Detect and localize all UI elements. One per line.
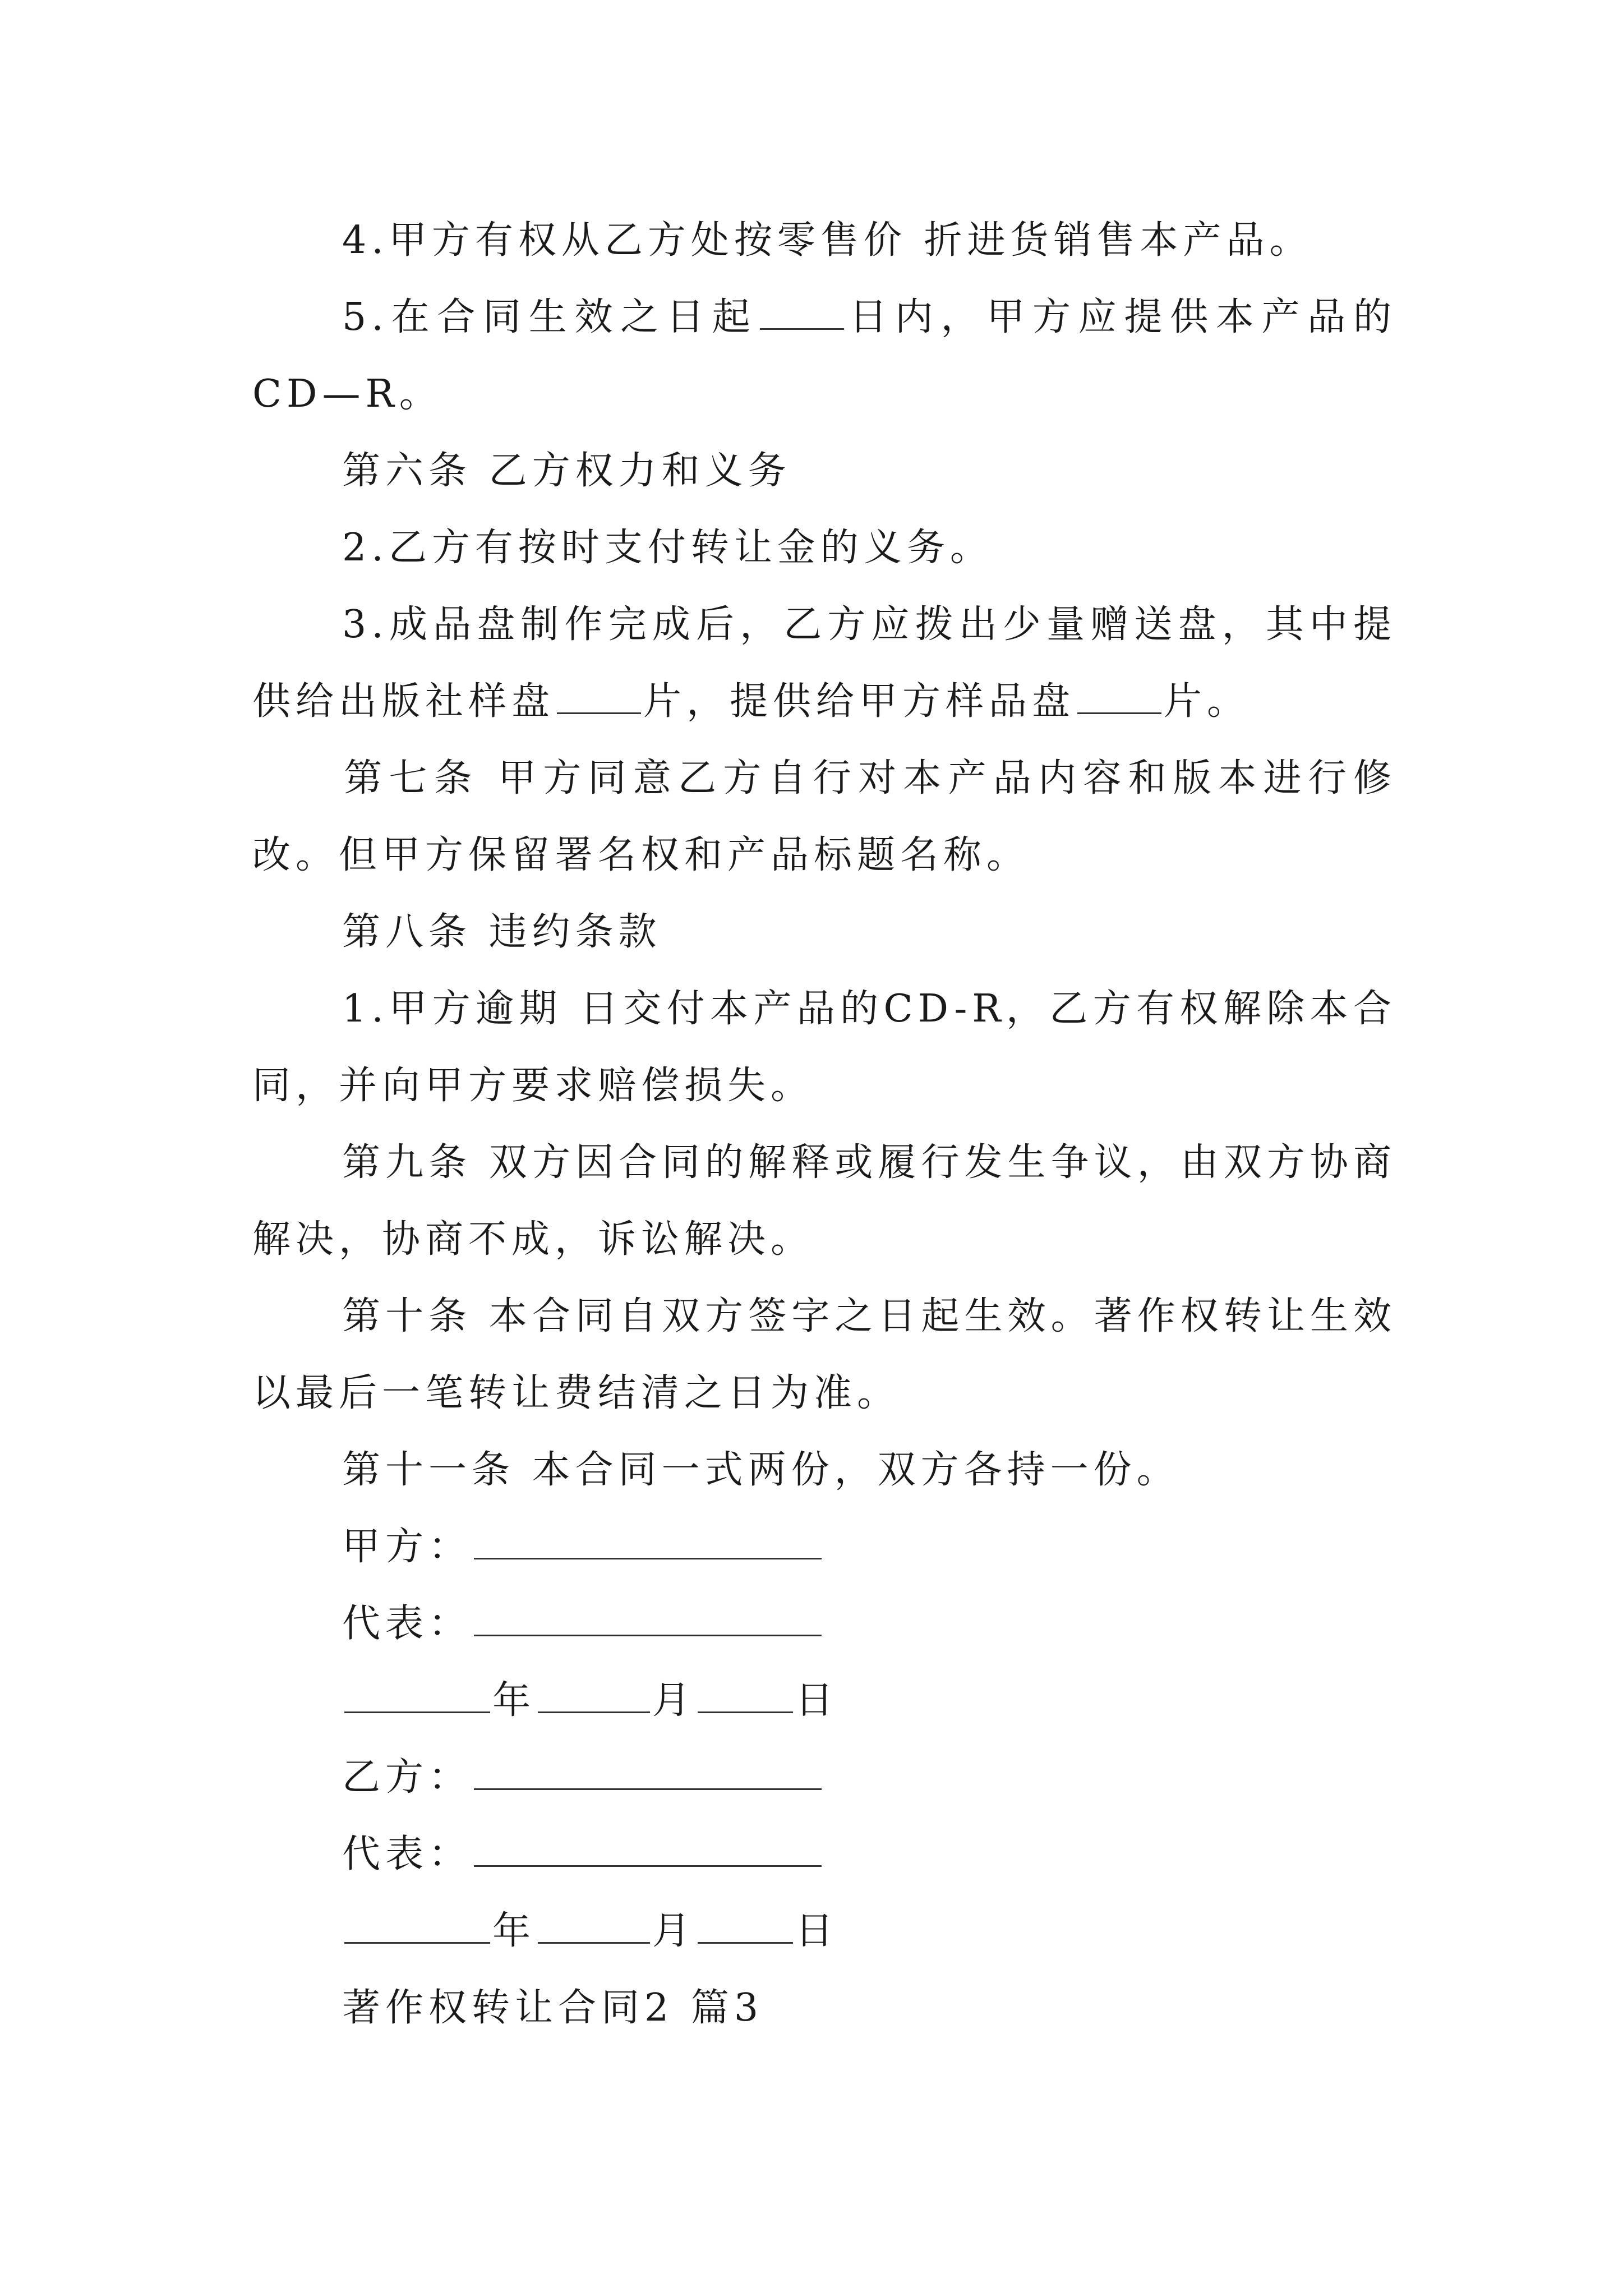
- party-b-blank: [474, 1755, 822, 1790]
- next-section-title: 著作权转让合同2 篇3: [342, 1986, 764, 2030]
- article-11: 第十一条 本合同一式两份，双方各持一份。: [342, 1448, 1180, 1492]
- clause-a4: 4.甲方有权从乙方处按零售价 折进货销售本产品。: [342, 218, 1313, 263]
- day-blank-b: [698, 1908, 793, 1944]
- blank-publisher-samples: [557, 679, 641, 714]
- month-blank: [538, 1678, 650, 1713]
- blank-days: [760, 295, 844, 330]
- clause-b2: 2.乙方有按时支付转让金的义务。: [342, 526, 993, 570]
- clause-c1: 1.甲方逾期 日交付本产品的CD-R，乙方有权解除本合同，并向甲方要求赔偿损失。: [252, 987, 1396, 1108]
- party-b-representative-line: 代表：: [342, 1816, 824, 1893]
- rep-b-blank: [474, 1832, 822, 1867]
- day-blank: [698, 1678, 793, 1713]
- article-9: 第九条 双方因合同的解释或履行发生争议，由双方协商解决，协商不成，诉讼解决。: [252, 1140, 1396, 1262]
- party-a-blank: [474, 1524, 822, 1559]
- blank-party-a-samples: [1077, 679, 1161, 714]
- clause-b3: 3.成品盘制作完成后，乙方应拨出少量赠送盘，其中提供给出版社样盘 片，提供给甲方样品盘 片。: [252, 602, 1396, 724]
- party-b-date-line: 年 月 日: [342, 1893, 838, 1970]
- article-8-heading: 第八条 违约条款: [342, 910, 662, 954]
- year-blank: [344, 1678, 490, 1713]
- party-a-signature-line: 甲方：: [342, 1508, 824, 1585]
- clause-a5: 5.在合同生效之日起 日内，甲方应提供本产品的CD—R。: [252, 295, 1396, 416]
- party-b-signature-line: 乙方：: [342, 1739, 824, 1816]
- article-7: 第七条 甲方同意乙方自行对本产品内容和版本进行修改。但甲方保留署名权和产品标题名称。: [252, 756, 1396, 877]
- party-a-date-line: 年 月 日: [342, 1662, 838, 1739]
- month-blank-b: [538, 1908, 650, 1944]
- rep-a-blank: [474, 1601, 822, 1636]
- article-10: 第十条 本合同自双方签字之日起生效。著作权转让生效以最后一笔转让费结清之日为准。: [252, 1294, 1396, 1415]
- year-blank-b: [344, 1908, 490, 1944]
- party-a-representative-line: 代表：: [342, 1585, 824, 1662]
- article-6-heading: 第六条 乙方权力和义务: [342, 449, 791, 493]
